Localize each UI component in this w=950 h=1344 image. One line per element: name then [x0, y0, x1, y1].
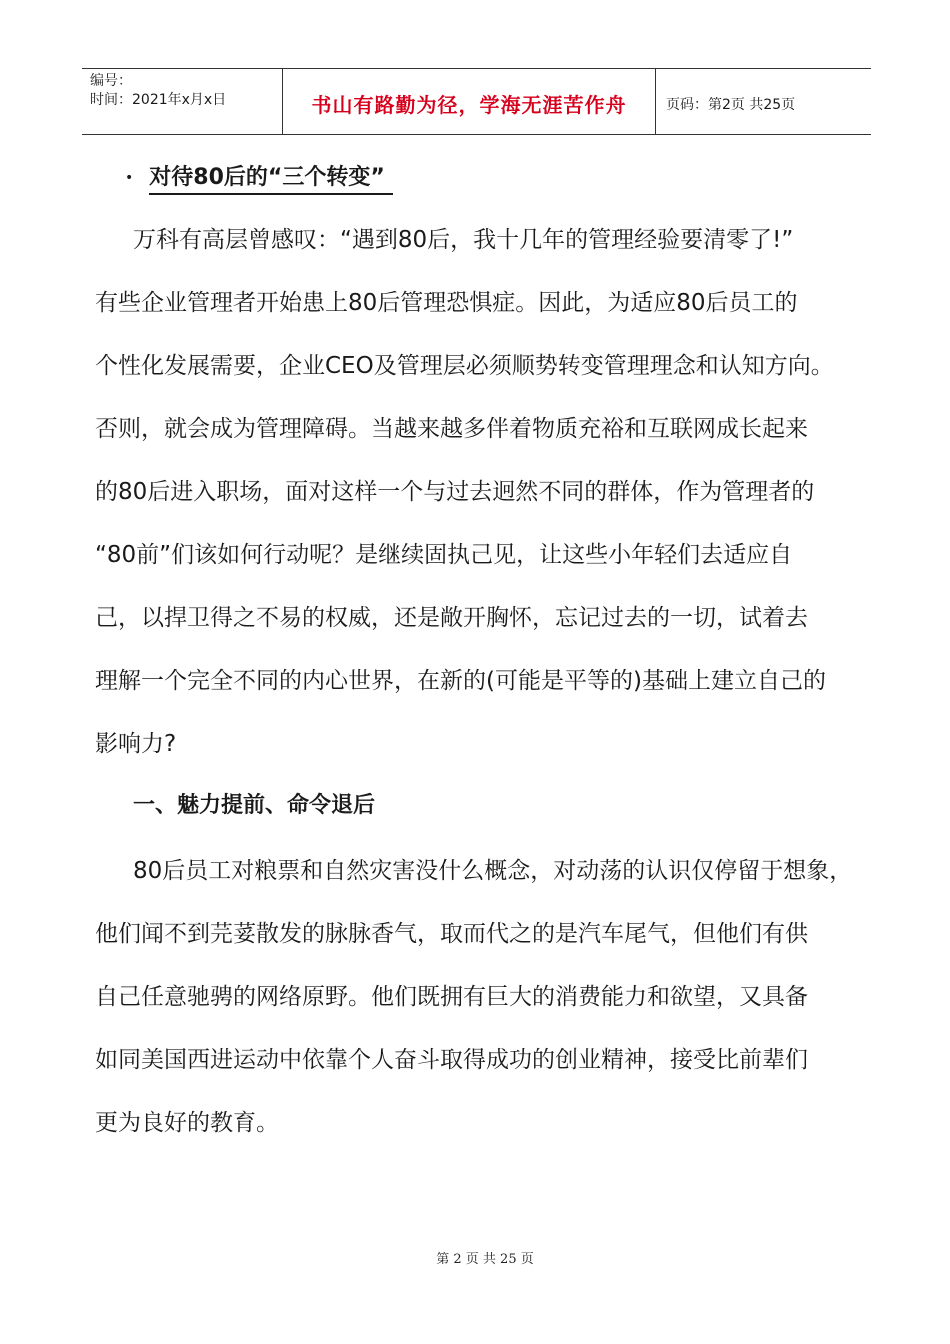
- paragraph2-line: 更为良好的教育。: [95, 1110, 279, 1136]
- page-header: [82, 68, 871, 135]
- paragraph1-line: 有些企业管理者开始患上80后管理恐惧症。因此，为适应80后员工的: [95, 290, 798, 316]
- paragraph2-line: 自己任意驰骋的网络原野。他们既拥有巨大的消费能力和欲望，又具备: [95, 984, 808, 1010]
- paragraph1-line: 万科有高层曾感叹：“遇到80后，我十几年的管理经验要清零了!”: [133, 227, 794, 253]
- header-page-info: [656, 71, 871, 136]
- paragraph1-line: “80前”们该如何行动呢？是继续固执己见，让这些小年轻们去适应自: [95, 542, 793, 568]
- section-heading: [125, 160, 393, 195]
- paragraph2-line: 如同美国西进运动中依靠个人奋斗取得成功的创业精神，接受比前辈们: [95, 1047, 808, 1073]
- header-motto: 书山有路勤为径，学海无涯苦作舟: [311, 92, 627, 117]
- paragraph1-line: 理解一个完全不同的内心世界，在新的(可能是平等的)基础上建立自己的: [95, 668, 826, 694]
- paragraph1-line: 己，以捍卫得之不易的权威，还是敞开胸怀，忘记过去的一切，试着去: [95, 605, 808, 631]
- section-title: 对待80后的“三个转变”: [149, 160, 393, 195]
- header-motto-cell: [283, 69, 656, 134]
- paragraph1-line: 影响力?: [95, 731, 177, 757]
- bullet-icon: •: [125, 169, 134, 186]
- paragraph2-line: 他们闻不到芫荽散发的脉脉香气，取而代之的是汽车尾气，但他们有供: [95, 921, 808, 947]
- header-number-label: 编号：: [90, 73, 132, 89]
- paragraph1-line: 否则，就会成为管理障碍。当越来越多伴着物质充裕和互联网成长起来: [95, 416, 808, 442]
- subsection-title: 一、魅力提前、命令退后: [133, 793, 376, 818]
- header-page-info-text: 页码：第2页 共25页: [666, 96, 796, 113]
- header-time-label: 时间：2021年x月x日: [90, 92, 227, 108]
- paragraph1-line: 个性化发展需要，企业CEO及管理层必须顺势转变管理理念和认知方向。: [95, 353, 834, 379]
- header-meta: [82, 69, 283, 134]
- paragraph1-line: 的80后进入职场，面对这样一个与过去迥然不同的群体，作为管理者的: [95, 479, 815, 505]
- paragraph2-line: 80后员工对粮票和自然灾害没什么概念，对动荡的认识仅停留于想象，: [133, 858, 853, 884]
- page-footer: 第 2 页 共 25 页: [436, 1252, 534, 1267]
